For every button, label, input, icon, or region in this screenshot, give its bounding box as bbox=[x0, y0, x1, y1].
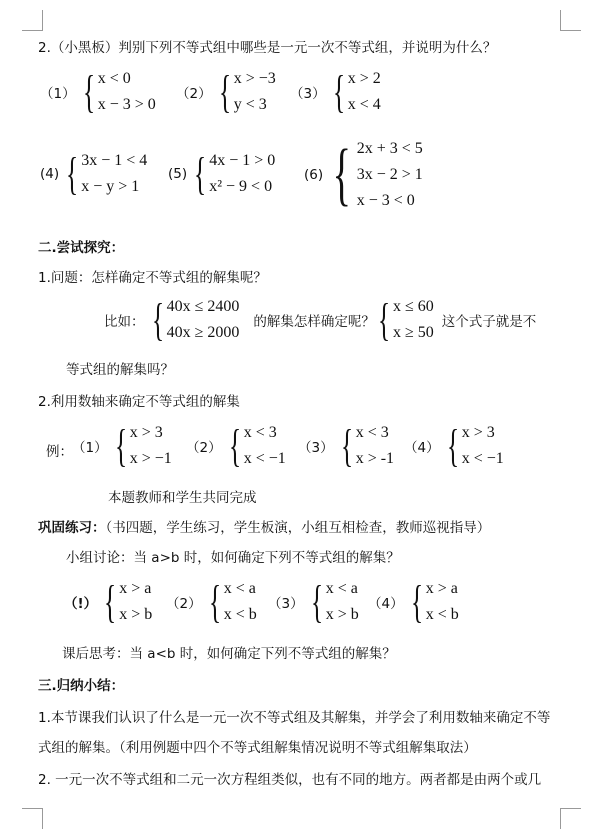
group-system-4 bbox=[368, 576, 459, 628]
brace-symbol: { bbox=[340, 420, 353, 471]
system-label: (4) bbox=[40, 166, 60, 182]
system-row: x² − 9 < 0 bbox=[209, 178, 273, 195]
system-row: x > b bbox=[119, 606, 153, 623]
system-row: x ≥ 50 bbox=[392, 324, 434, 341]
example-prefix: 比如： bbox=[104, 314, 145, 330]
brace-symbol: { bbox=[194, 148, 207, 199]
system-row: x < a bbox=[223, 580, 256, 597]
system-row: x < −1 bbox=[461, 450, 504, 467]
brace-symbol: { bbox=[410, 576, 423, 627]
practice-line bbox=[38, 516, 490, 536]
system-row: x < a bbox=[325, 580, 358, 597]
system-label: （3） bbox=[290, 86, 326, 102]
example-system-2 bbox=[186, 420, 286, 472]
system-row: x < b bbox=[223, 606, 257, 623]
brace-symbol: { bbox=[208, 576, 221, 627]
system-label: （3） bbox=[268, 596, 304, 612]
corner-mark-bottom-left bbox=[22, 808, 43, 829]
tail-text: 这个式子就是不 bbox=[441, 314, 537, 330]
corner-mark-top-left bbox=[22, 10, 43, 31]
brace-symbol: { bbox=[332, 136, 352, 213]
summary-1-line-2: 式组的解集。（利用例题中四个不等式组解集情况说明不等式组解集取法） bbox=[38, 740, 477, 756]
system-row: x − 3 > 0 bbox=[97, 96, 156, 113]
corner-mark-bottom-right bbox=[560, 808, 581, 829]
summary-2-line-1: 2. 一元一次不等式组和二元一次方程组类似，也有不同的地方。两者都是由两个或几 bbox=[38, 772, 542, 788]
brace-symbol: { bbox=[228, 420, 241, 471]
system-row: 40x ≤ 2400 bbox=[166, 298, 240, 315]
practice-heading: 巩固练习： bbox=[38, 520, 106, 536]
practice-text: （书四题，学生练习，学生板演，小组互相检查，教师巡视指导） bbox=[105, 520, 491, 536]
system-row: 40x ≥ 2000 bbox=[166, 324, 240, 341]
system-label: （3） bbox=[298, 440, 334, 456]
system-row: x < 3 bbox=[243, 424, 277, 441]
example-system-1 bbox=[72, 420, 172, 472]
system-label: （4） bbox=[368, 596, 404, 612]
s2-example-line bbox=[104, 294, 536, 346]
system-label: (6) bbox=[304, 167, 324, 183]
system-row: x > -1 bbox=[355, 450, 395, 467]
system-label: （!） bbox=[64, 596, 98, 612]
system-label: （2） bbox=[176, 86, 212, 102]
brace-symbol: { bbox=[114, 420, 127, 471]
system-row: x > b bbox=[325, 606, 359, 623]
brace-symbol: { bbox=[377, 294, 390, 345]
group-system-3 bbox=[268, 576, 359, 628]
section-3-heading: 三.归纳小结： bbox=[38, 678, 125, 694]
brace-symbol: { bbox=[332, 66, 345, 117]
system-label: （4） bbox=[404, 440, 440, 456]
s2-question-2: 2.利用数轴来确定不等式组的解集 bbox=[38, 394, 240, 410]
mid-text: 的解集怎样确定呢？ bbox=[253, 314, 375, 330]
brace-symbol: { bbox=[446, 420, 459, 471]
system-row: x > a bbox=[119, 580, 152, 597]
corner-mark-top-right bbox=[560, 10, 581, 31]
system-row: x < −1 bbox=[243, 450, 286, 467]
brace-symbol: { bbox=[82, 66, 95, 117]
system-row: x − y > 1 bbox=[81, 178, 140, 195]
example-system-3 bbox=[298, 420, 394, 472]
group-system-1 bbox=[64, 576, 152, 628]
system-row: x > 2 bbox=[347, 70, 381, 87]
system-row: 3x − 2 > 1 bbox=[356, 166, 423, 183]
system-row: x > −3 bbox=[233, 70, 276, 87]
after-class-question: 课后思考：当 a<b 时，如何确定下列不等式组的解集？ bbox=[62, 646, 396, 662]
section-2-heading: 二.尝试探究： bbox=[38, 240, 125, 256]
system-label: (5) bbox=[168, 166, 188, 182]
summary-1-line-1: 1.本节课我们认识了什么是一元一次不等式组及其解集，并学会了利用数轴来确定不等 bbox=[38, 710, 551, 726]
example-note: 本题教师和学生共同完成 bbox=[108, 490, 257, 506]
system-label: （2） bbox=[166, 596, 202, 612]
example-prefix: 例： bbox=[46, 444, 73, 460]
system-label: （1） bbox=[40, 86, 76, 102]
brace-symbol: { bbox=[66, 148, 79, 199]
q2-system-6 bbox=[304, 136, 423, 214]
group-system-2 bbox=[166, 576, 257, 628]
system-row: 3x − 1 < 4 bbox=[81, 152, 148, 169]
q2-system-1 bbox=[40, 66, 156, 118]
system-row: x < 3 bbox=[355, 424, 389, 441]
brace-symbol: { bbox=[310, 576, 323, 627]
system-row: x < b bbox=[425, 606, 459, 623]
system-row: x < 0 bbox=[97, 70, 131, 87]
system-row: x > a bbox=[425, 580, 458, 597]
system-row: y < 3 bbox=[233, 96, 267, 113]
system-label: （1） bbox=[72, 440, 108, 456]
system-row: x ≤ 60 bbox=[392, 298, 434, 315]
s2-question-1: 1.问题：怎样确定不等式组的解集呢？ bbox=[38, 270, 267, 286]
brace-symbol: { bbox=[151, 294, 164, 345]
s2-tail-line: 等式组的解集吗？ bbox=[66, 362, 174, 378]
system-row: 2x + 3 < 5 bbox=[356, 140, 423, 157]
group-discussion: 小组讨论：当 a>b 时，如何确定下列不等式组的解集？ bbox=[66, 550, 400, 566]
example-system-4 bbox=[404, 420, 504, 472]
brace-symbol: { bbox=[104, 576, 117, 627]
brace-symbol: { bbox=[218, 66, 231, 117]
q2-system-4 bbox=[40, 148, 147, 200]
system-row: x > −1 bbox=[129, 450, 172, 467]
system-row: x > 3 bbox=[129, 424, 163, 441]
system-row: x < 4 bbox=[347, 96, 381, 113]
q2-title: 2.（小黑板）判别下列不等式组中哪些是一元一次不等式组，并说明为什么？ bbox=[38, 40, 497, 56]
system-label: （2） bbox=[186, 440, 222, 456]
q2-system-5 bbox=[168, 148, 275, 200]
system-row: 4x − 1 > 0 bbox=[209, 152, 276, 169]
q2-system-3 bbox=[290, 66, 381, 118]
system-row: x − 3 < 0 bbox=[356, 192, 415, 209]
system-row: x > 3 bbox=[461, 424, 495, 441]
q2-system-2 bbox=[176, 66, 276, 118]
